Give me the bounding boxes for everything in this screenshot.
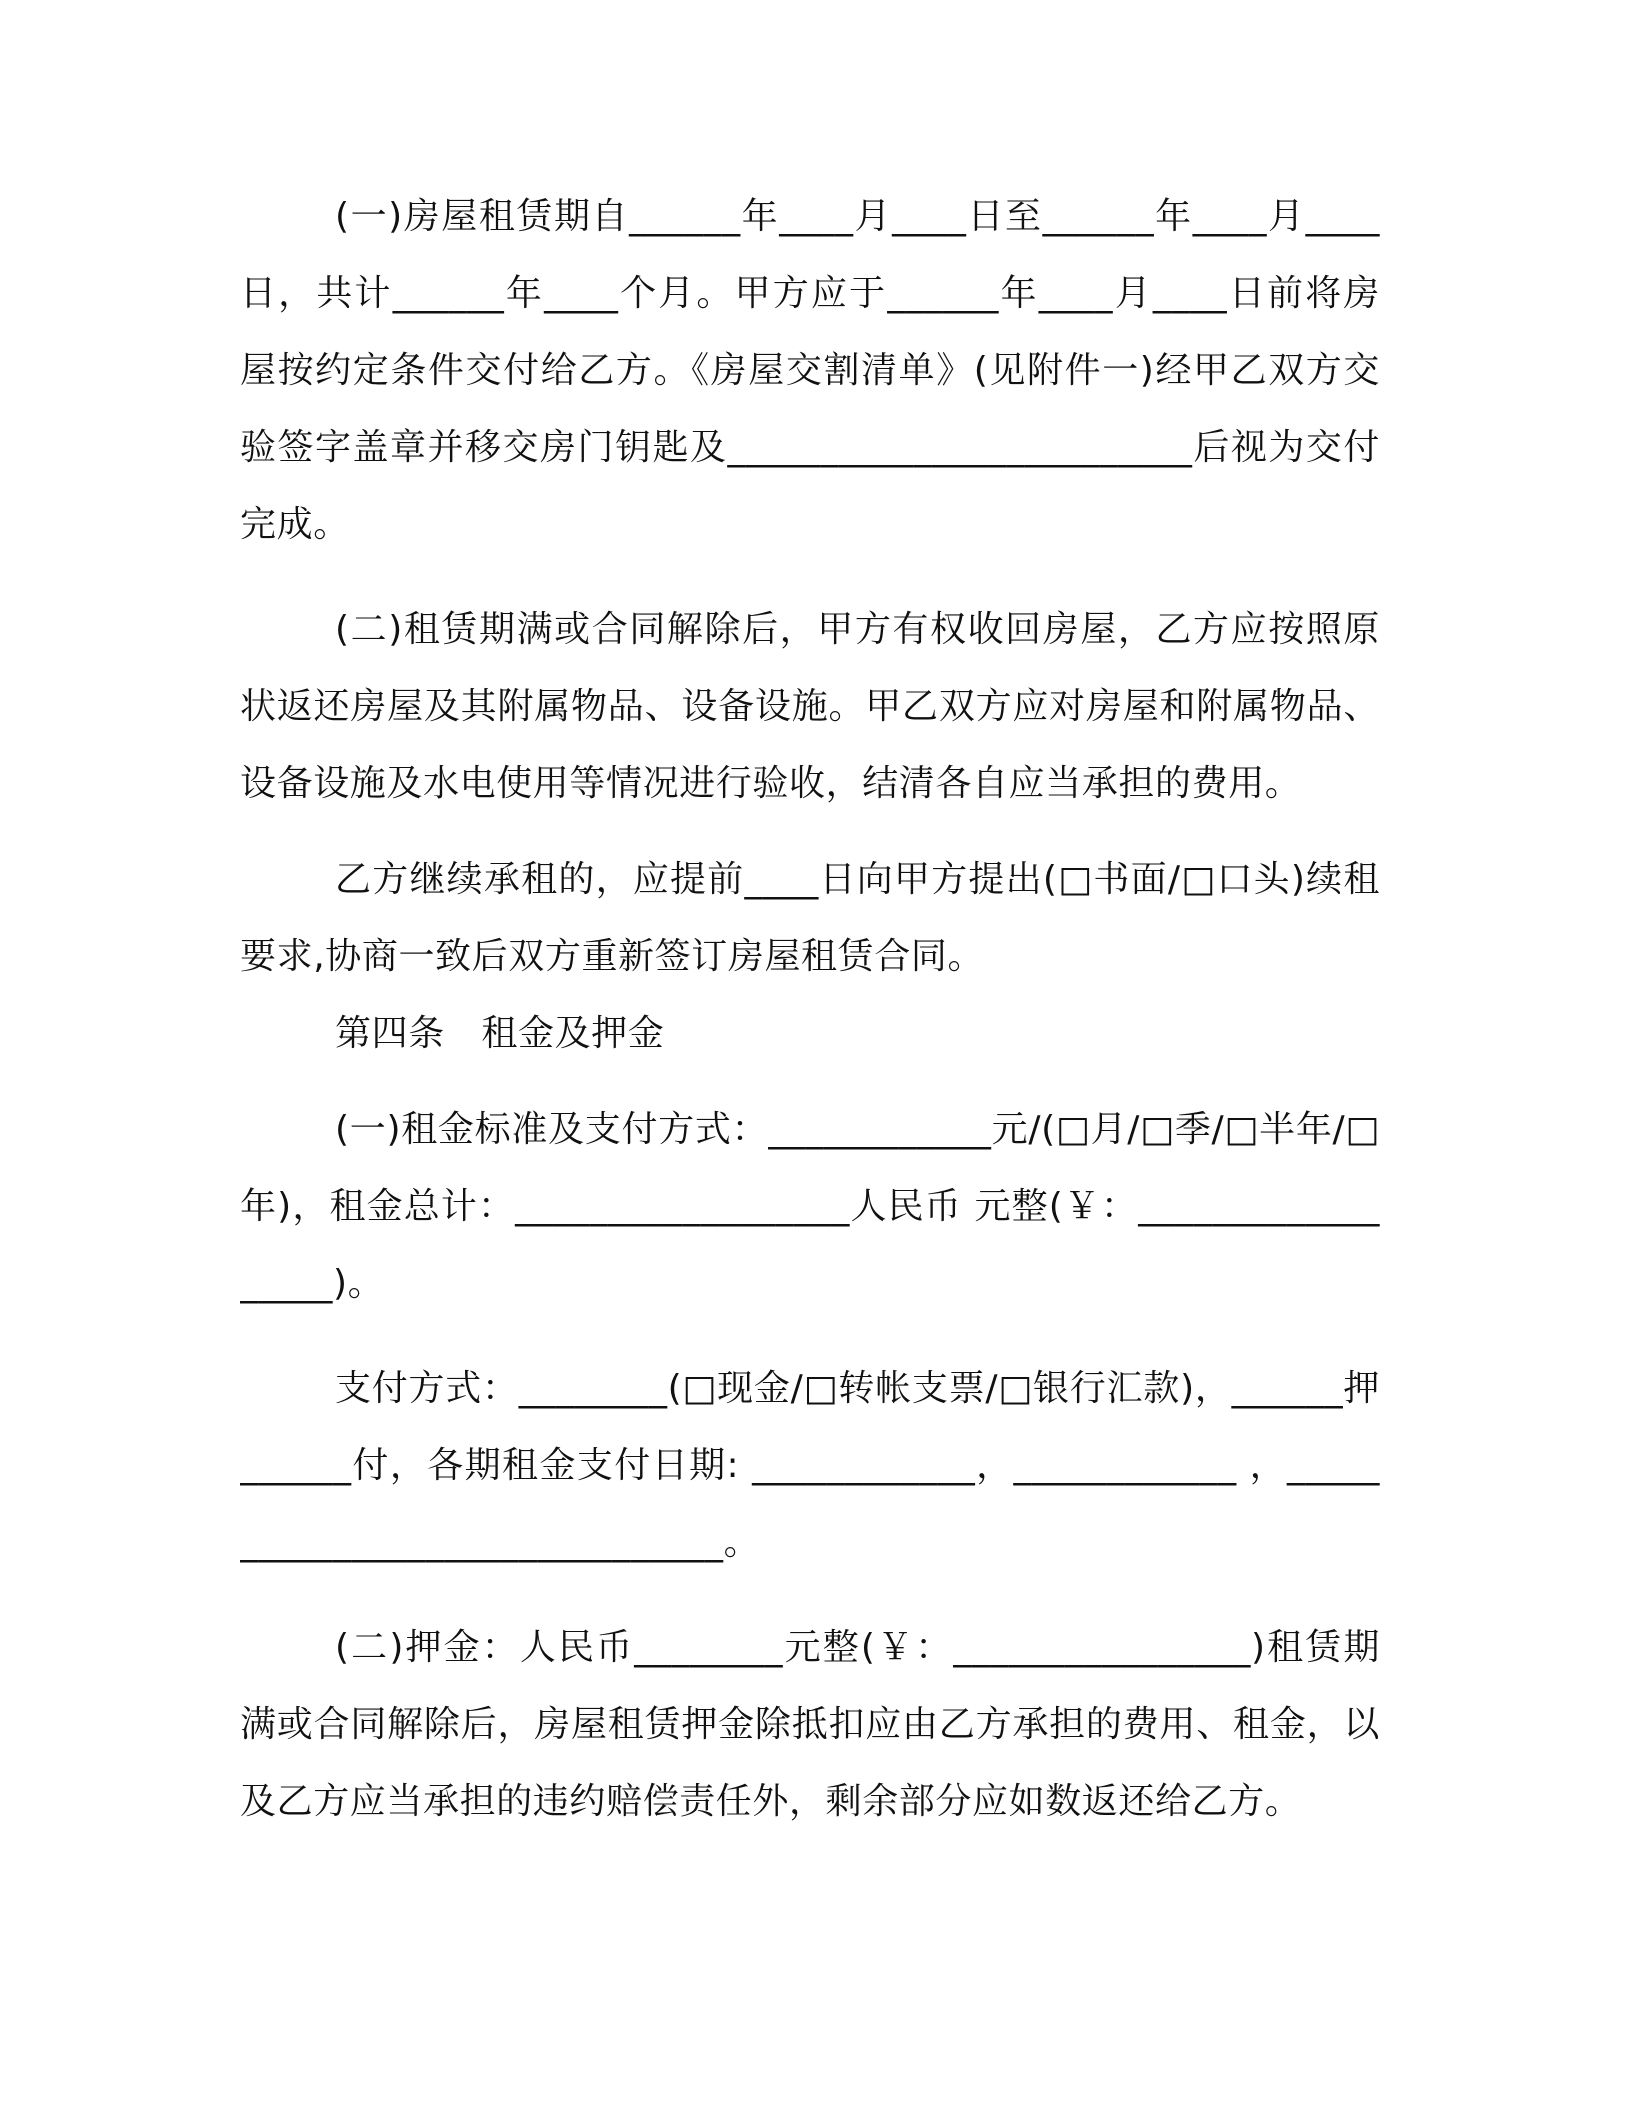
lease-renewal-paragraph: 乙方继续承租的，应提前____日向甲方提出(□书面/□口头)续租要求,协商一致后双方重新签订房屋租赁合同。	[240, 859, 1380, 977]
payment-method-paragraph: 支付方式：________(□现金/□转帐支票/□银行汇款)，______押 ______付，各期租金支付日期: ____________，____________ ，_______________________________。	[240, 1368, 1380, 1563]
lease-expiry-paragraph: (二)租赁期满或合同解除后，甲方有权收回房屋，乙方应按照原状返还房屋及其附属物品、设备设施。甲乙双方应对房屋和附属物品、设备设施及水电使用等情况进行验收，结清各自应当承担的费用。	[240, 609, 1380, 804]
article-four-heading: 第四条 租金及押金	[335, 1013, 665, 1054]
document-page	[240, 178, 1380, 1938]
rent-standard-paragraph: (一)租金标准及支付方式：____________元/(□月/□季/□半年/□年)，租金总计：__________________人民币 元整(￥：__________________)。	[240, 1109, 1380, 1304]
deposit-paragraph: (二)押金：人民币________元整(￥：________________)租赁期满或合同解除后，房屋租赁押金除抵扣应由乙方承担的费用、租金，以及乙方应当承担的违约赔偿责任外，剩余部分应如数返还给乙方。	[240, 1627, 1380, 1822]
lease-term-paragraph: (一)房屋租赁期自______年____月____日至______年____月____日，共计______年____个月。甲方应于______年____月____日前将房屋按约定条件交付给乙方。《房屋交割清单》(见附件一)经甲乙双方交验签字盖章并移交房门钥匙及_________________________后视为交付完成。	[240, 196, 1380, 545]
